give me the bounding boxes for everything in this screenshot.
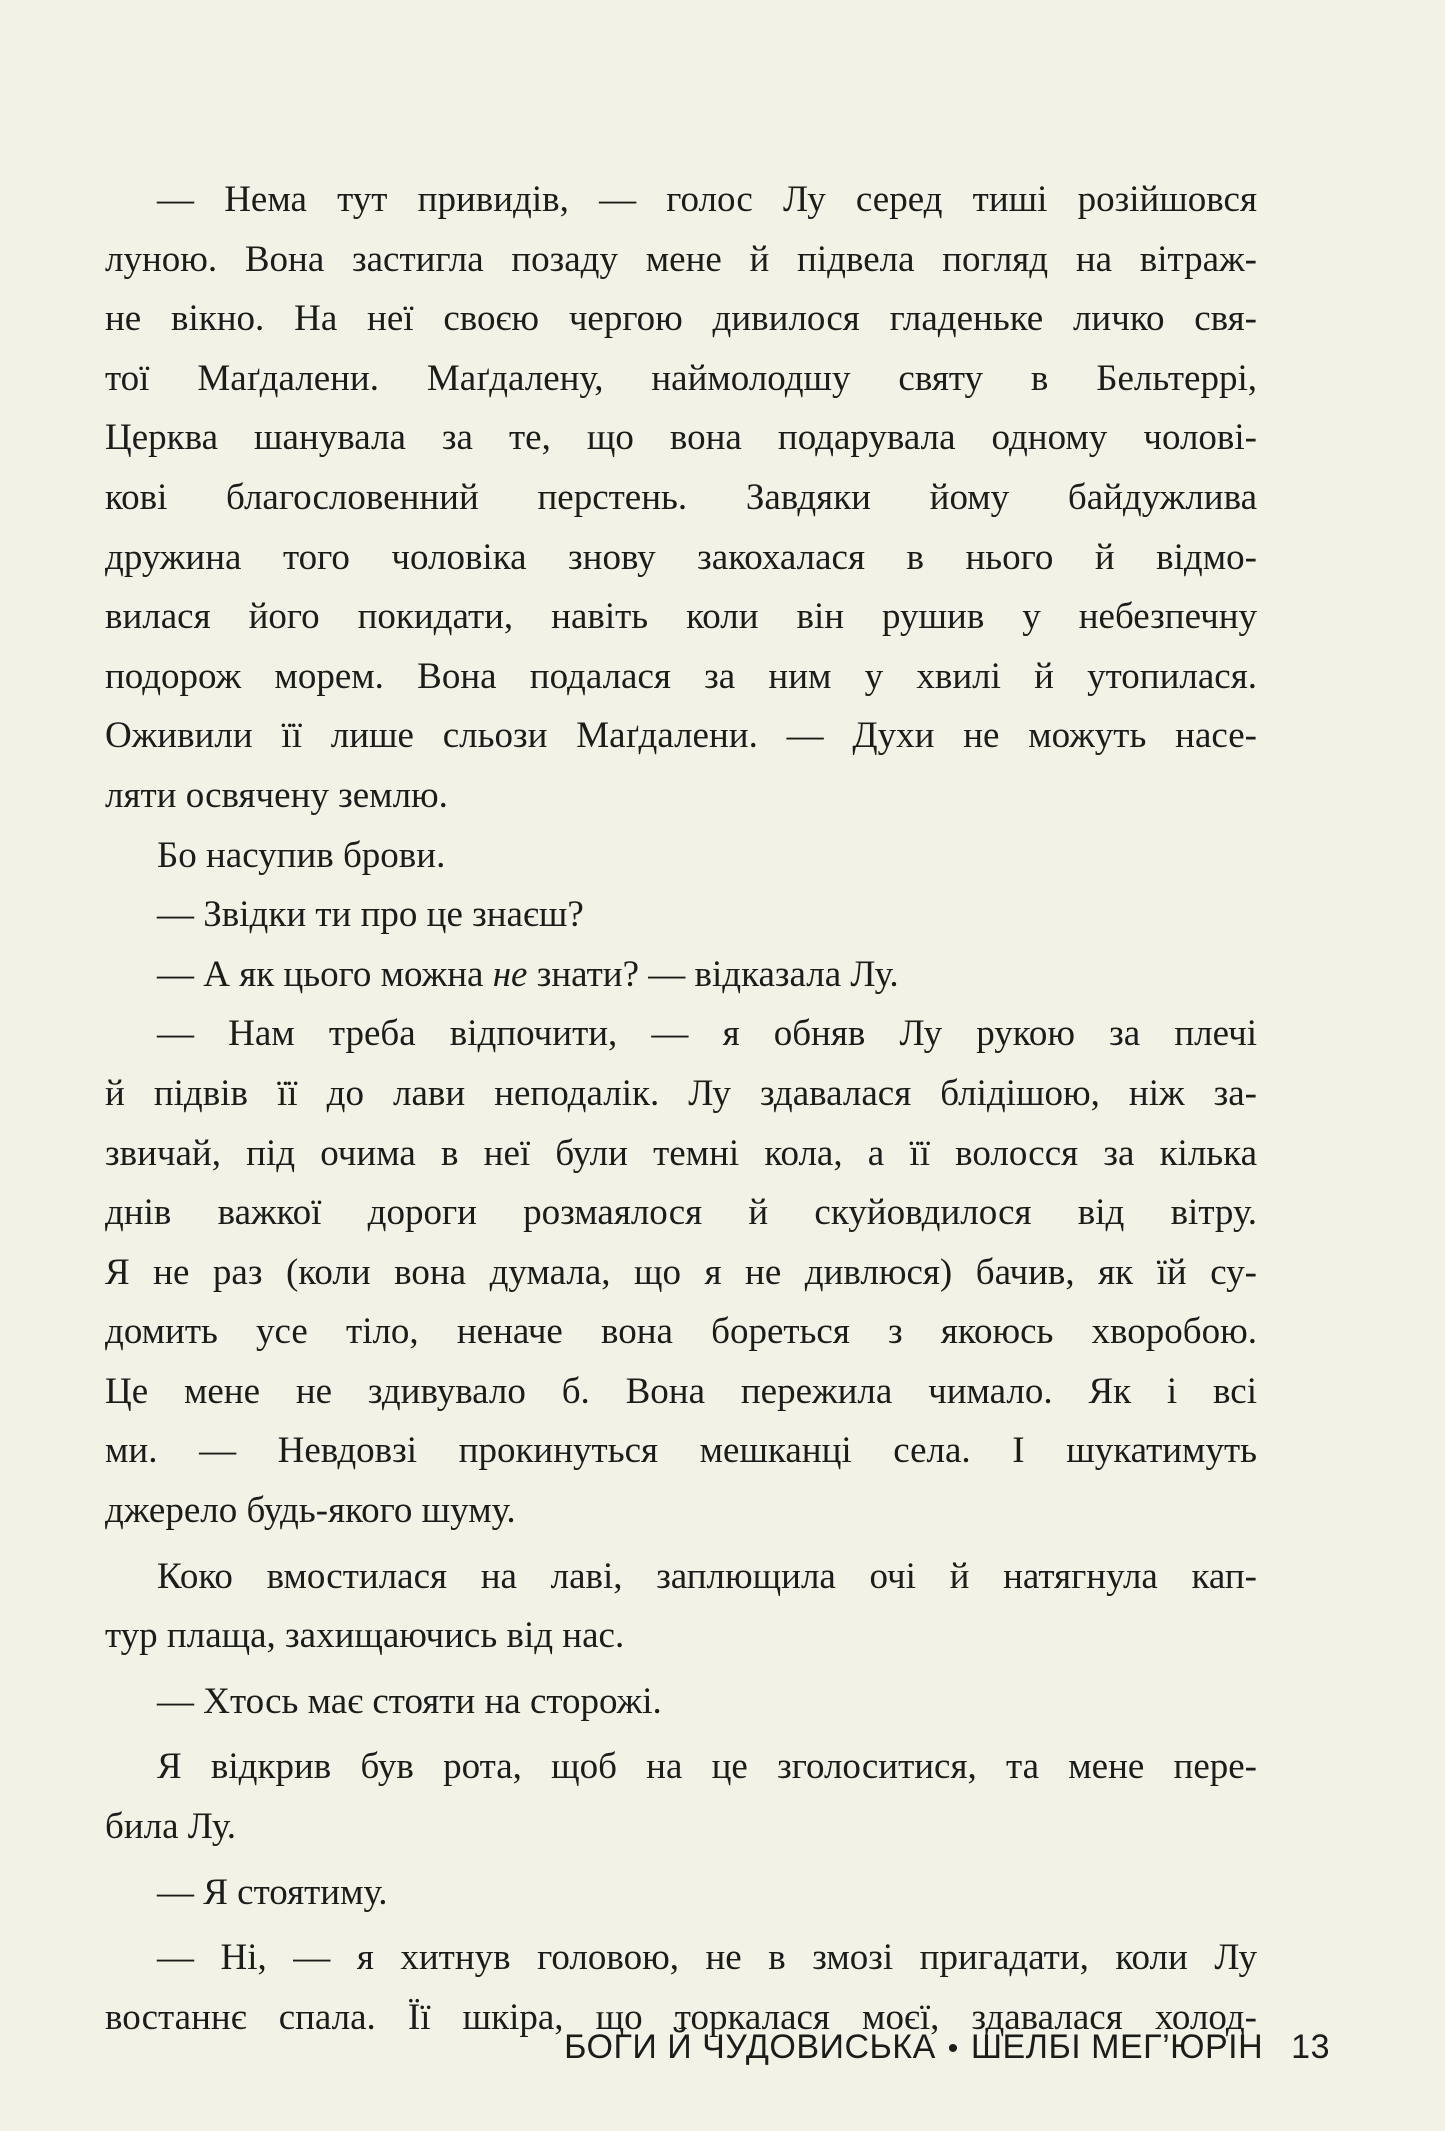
book-title: БОГИ Й ЧУДОВИСЬКА xyxy=(564,2028,936,2066)
text-line: Церква шанувала за те, що вона подарувала одному чолові- xyxy=(105,417,1257,459)
text-line: — Нам треба відпочити, — я обняв Лу рукою за плечі xyxy=(157,1013,1257,1055)
text-line: дружина того чоловіка знову закохалася в нього й відмо- xyxy=(105,536,1257,578)
text-line: — Хтось має стояти на сторожі. xyxy=(157,1680,662,1722)
text-line: днів важкої дороги розмаялося й скуйовдилося від вітру. xyxy=(105,1192,1257,1234)
text-line: Бо насупив брови. xyxy=(157,834,446,876)
text-line: тої Маґдалени. Маґдалену, наймолодшу святу в Бельтеррі, xyxy=(105,357,1257,399)
text-line: не вікно. На неї своєю чергою дивилося гладеньке личко свя- xyxy=(105,298,1257,340)
text-line: — Я стоятиму. xyxy=(157,1871,388,1913)
text-line: луною. Вона застигла позаду мене й підвела погляд на вітраж- xyxy=(105,238,1257,280)
text-line: — Ні, — я хитнув головою, не в змозі пригадати, коли Лу xyxy=(157,1937,1257,1979)
text-line: востаннє спала. Її шкіра, що торкалася моєї, здавалася холод- xyxy=(105,1996,1257,2038)
running-footer xyxy=(520,2028,1330,2088)
text-line: й підвів її до лави неподалік. Лу здавалася блідішою, ніж за- xyxy=(105,1072,1257,1114)
text-line: вилася його покидати, навіть коли він рушив у небезпечну xyxy=(105,596,1257,638)
text-line: била Лу. xyxy=(105,1806,236,1848)
text-line: Я відкрив був рота, щоб на це зголоситися, та мене пере- xyxy=(157,1746,1257,1788)
text-line: домить усе тіло, неначе вона бореться з якоюсь хворобою. xyxy=(105,1311,1257,1353)
page-number: 13 xyxy=(1291,2028,1330,2066)
text-line: кові благословенний перстень. Завдяки йому байдужлива xyxy=(105,476,1257,518)
text-line: — А як цього можна не знати? — відказала Лу. xyxy=(157,953,899,995)
author-name: ШЕЛБІ МЕГ’ЮРІН xyxy=(970,2028,1264,2066)
text-line: — Звідки ти про це знаєш? xyxy=(157,894,584,936)
page-body-text xyxy=(105,170,1257,2047)
text-line: Це мене не здивувало б. Вона пережила чимало. Як і всі xyxy=(105,1370,1257,1412)
bullet-separator: • xyxy=(947,2032,959,2065)
text-line: звичай, під очима в неї були темні кола, а її волосся за кілька xyxy=(105,1132,1257,1174)
text-line: подорож морем. Вона подалася за ним у хвилі й утопилася. xyxy=(105,655,1257,697)
text-line: Коко вмостилася на лаві, заплющила очі й натягнула кап- xyxy=(157,1555,1257,1597)
text-line: ми. — Невдовзі прокинуться мешканці села. І шукатимуть xyxy=(105,1430,1257,1472)
text-line: — Нема тут привидів, — голос Лу серед тиші розійшовся xyxy=(157,179,1257,220)
emphasis: не xyxy=(492,953,528,995)
text-line: ляти освячену землю. xyxy=(105,774,448,816)
text-line: тур плаща, захищаючись від нас. xyxy=(105,1615,625,1657)
text-line: Я не раз (коли вона думала, що я не дивлюся) бачив, як їй су- xyxy=(105,1251,1257,1293)
text-line: Оживили її лише сльози Маґдалени. — Духи не можуть насе- xyxy=(105,715,1257,757)
text-line: джерело будь-якого шуму. xyxy=(105,1490,516,1532)
